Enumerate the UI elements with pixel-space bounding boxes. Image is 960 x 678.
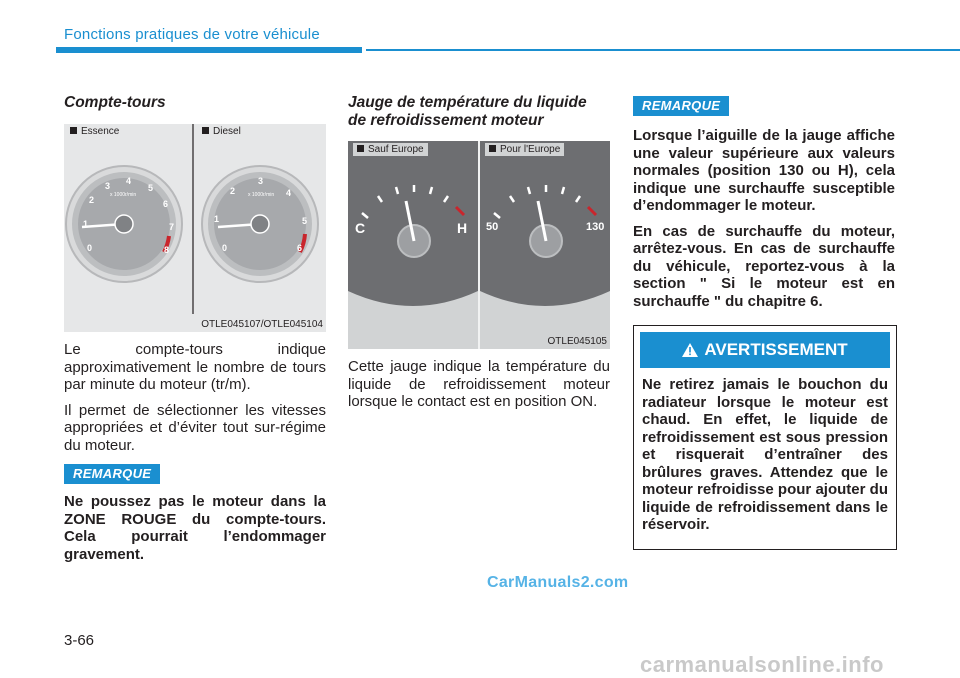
figure-caption: OTLE045107/OTLE045104 — [201, 319, 323, 330]
tick-label: 8 — [164, 245, 170, 255]
gauge-min-label: 50 — [486, 221, 499, 233]
watermark[interactable]: CarManuals2.com — [487, 574, 629, 591]
warning-title: AVERTISSEMENT — [704, 340, 848, 359]
tick-label: 3 — [105, 181, 111, 191]
heading-tachometer: Compte-tours — [64, 94, 166, 111]
figure-tachometer — [64, 124, 326, 332]
footer-watermark: carmanualsonline.info — [640, 652, 884, 677]
column-overheat-note — [633, 127, 895, 318]
figure-caption: OTLE045105 — [547, 336, 607, 347]
note-body — [64, 493, 326, 571]
tick-label: 5 — [148, 183, 154, 193]
square-bullet-icon — [70, 127, 77, 134]
tachometer-illustration — [64, 124, 326, 332]
note-text: En cas de surchauffe du moteur, arrêtez-vous. En cas de surchauffe du véhicule, reportez-vous à la section " Si le moteur est en surchauffe " du chapitre 6. — [633, 222, 895, 310]
paragraph: Il permet de sélectionner les vitesses appropriées et d’éviter tout sur-régime du moteur. — [64, 401, 326, 454]
tick-label: 2 — [230, 186, 236, 196]
tick-label: 4 — [286, 188, 292, 198]
label-text: Pour l'Europe — [500, 144, 561, 155]
section-title: Fonctions pratiques de votre véhicule — [64, 26, 320, 43]
label-text: Diesel — [213, 126, 241, 137]
header-bar-thin — [366, 49, 960, 51]
heading-coolant-line1: Jauge de température du liquide — [348, 94, 587, 111]
figure-label-essence — [66, 125, 123, 138]
square-bullet-icon — [489, 145, 496, 152]
tick-label: 4 — [126, 176, 132, 186]
figure-label-sauf-europe — [353, 143, 428, 156]
gauge-unit: x 1000r/min — [110, 192, 137, 198]
label-text: Essence — [81, 126, 120, 137]
label-text: Sauf Europe — [368, 144, 424, 155]
warning-header — [640, 332, 890, 368]
figure-coolant-gauge — [348, 141, 610, 349]
note-text: Ne poussez pas le moteur dans la ZONE ROUGE du compte-tours. Cela pourrait l’endommager gravement. — [64, 493, 326, 563]
gauge-unit: x 1000r/min — [248, 192, 275, 198]
tick-label: 6 — [297, 243, 303, 253]
tick-label: 1 — [83, 219, 89, 229]
gauge-max-label: H — [457, 220, 468, 236]
figure-label-europe — [485, 143, 564, 156]
coolant-gauge-illustration — [348, 141, 610, 349]
page-number: 3-66 — [64, 632, 95, 649]
tick-label: 7 — [169, 222, 175, 232]
note-tag: REMARQUE — [64, 464, 160, 484]
tick-label: 3 — [258, 176, 264, 186]
heading-coolant-line2: de refroidissement moteur — [348, 112, 544, 129]
note-tag: REMARQUE — [633, 96, 729, 116]
tick-label: 6 — [163, 199, 169, 209]
tick-label: 1 — [214, 214, 220, 224]
column-coolant — [348, 94, 610, 130]
square-bullet-icon — [202, 127, 209, 134]
paragraph: Le compte-tours indique approximativement le nombre de tours par minute du moteur (tr/m). — [64, 341, 326, 393]
gauge-min-label: C — [355, 220, 366, 236]
square-bullet-icon — [357, 145, 364, 152]
gauge-max-label: 130 — [586, 221, 605, 233]
tick-label: 5 — [302, 216, 308, 226]
warning-triangle-icon — [682, 334, 698, 370]
warning-text: Ne retirez jamais le bouchon du radiateur lorsque le moteur est chaud. En effet, le liquide de refroidissement est sous pression et risquerait d’entraîner des brûlures graves. Attendez que le moteur refroidisse pour ajouter du liquide de refroidissement dans le réservoir. — [642, 376, 888, 533]
tick-label: 0 — [87, 243, 93, 253]
tick-label: 0 — [222, 243, 228, 253]
column-tachometer — [64, 94, 326, 112]
header-bar-thick — [56, 47, 362, 53]
coolant-text — [348, 358, 610, 419]
warning-box — [633, 325, 897, 550]
note-text: Lorsque l’aiguille de la jauge affiche une valeur supérieure aux valeurs normales (position 130 ou H), cela indique une surchauffe susceptible d’endommager le moteur. — [633, 127, 895, 214]
paragraph: Cette jauge indique la température du liquide de refroidissement moteur lorsque le contact est en position ON. — [348, 358, 610, 410]
tachometer-text — [64, 341, 326, 462]
tick-label: 2 — [89, 195, 95, 205]
figure-label-diesel — [198, 125, 245, 138]
